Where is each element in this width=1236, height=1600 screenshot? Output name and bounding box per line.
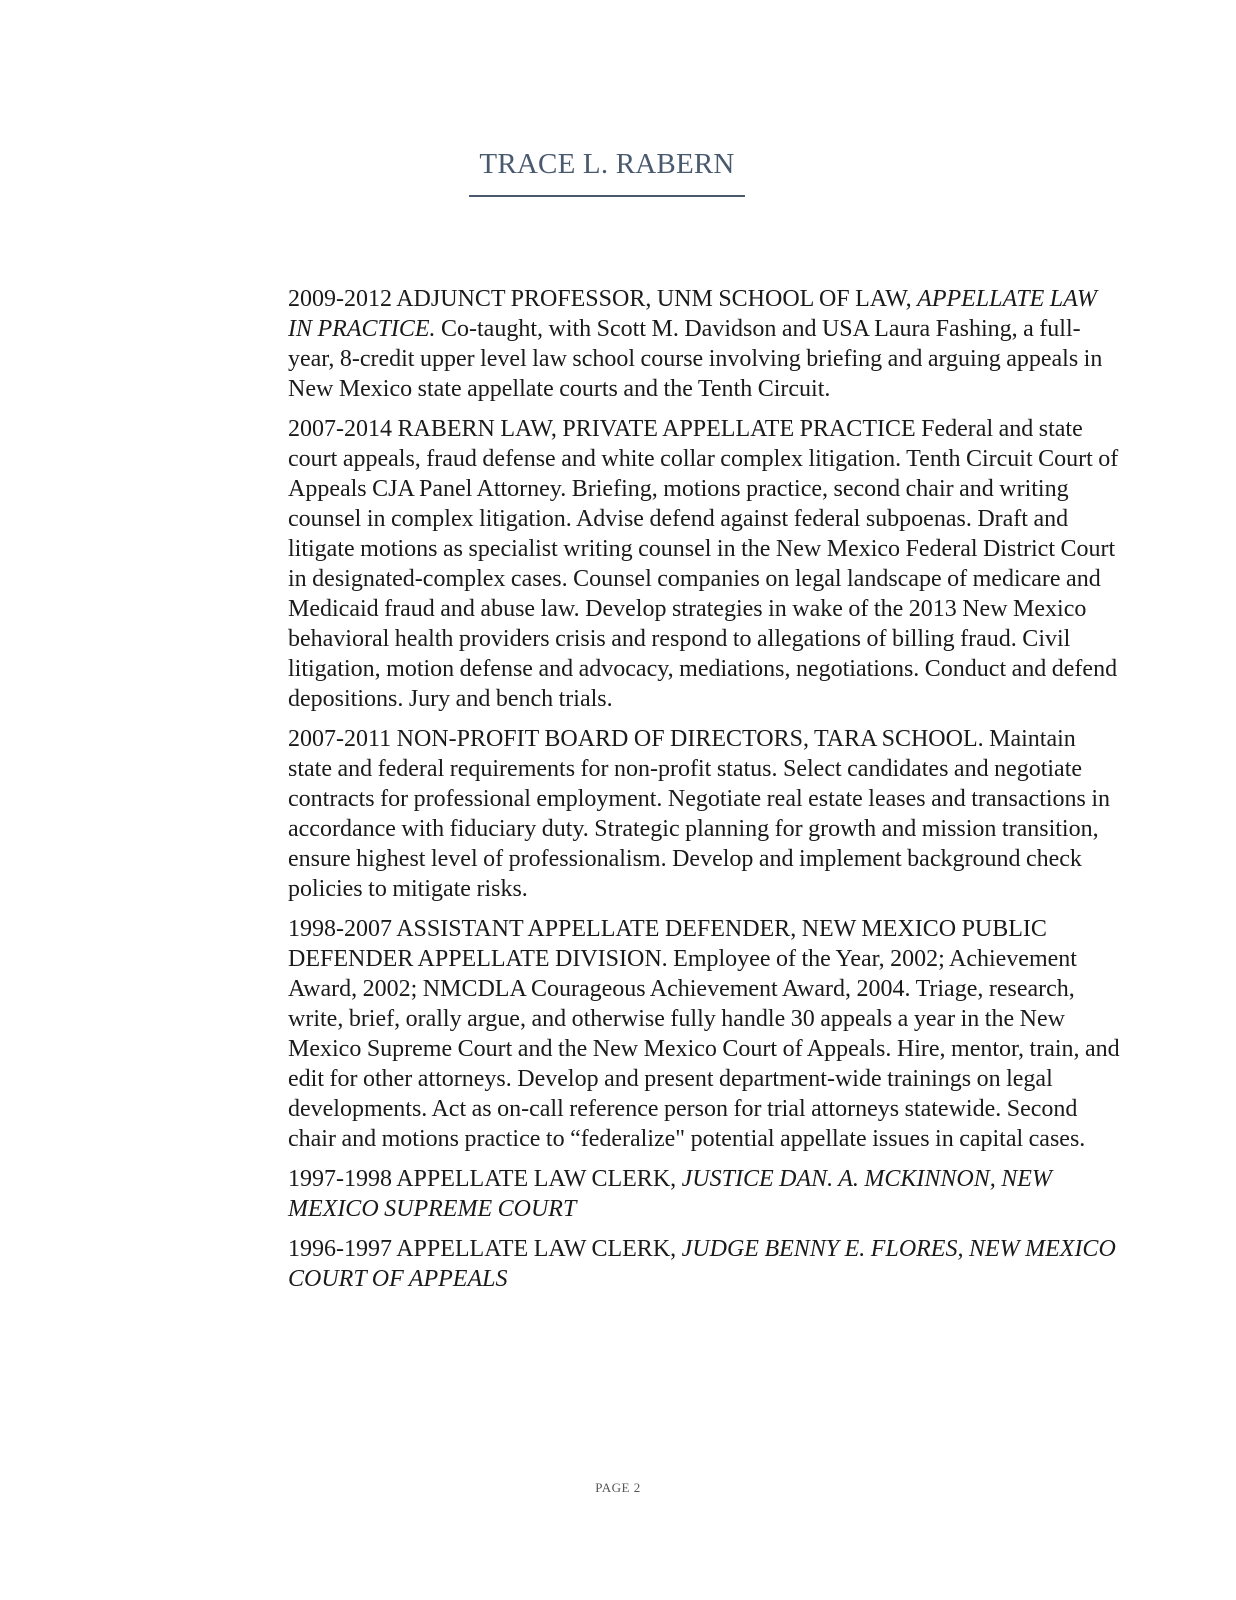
entry-title: APPELLATE LAW CLERK, <box>396 1166 677 1192</box>
experience-entry <box>288 1164 1120 1224</box>
entry-title: RABERN LAW, PRIVATE APPELLATE PRACTICE <box>397 416 916 442</box>
experience-entry <box>288 914 1120 1154</box>
header-divider <box>469 195 745 197</box>
resume-header <box>469 150 745 197</box>
experience-list <box>288 284 1120 1304</box>
entry-description: Co-taught, with Scott M. Davidson and USA Laura Fashing, a full-year, 8-credit upper level law school course involving briefing and arguing appeals in New Mexico state appellate courts and the Tenth Circuit. <box>288 316 1103 402</box>
entry-years: 1996-1997 <box>288 1236 392 1262</box>
entry-years: 1998-2007 <box>288 916 392 942</box>
entry-title: ADJUNCT PROFESSOR, UNM SCHOOL OF LAW, <box>396 286 912 312</box>
entry-years: 1997-1998 <box>288 1166 392 1192</box>
entry-subtitle: JUDGE BENNY E. FLORES, NEW MEXICO COURT OF APPEALS <box>288 1236 1116 1292</box>
page-number: PAGE 2 <box>595 1480 641 1495</box>
experience-entry <box>288 284 1120 404</box>
entry-years: 2007-2011 <box>288 726 392 752</box>
experience-entry <box>288 414 1120 714</box>
author-name: TRACE L. RABERN <box>479 148 735 180</box>
entry-years: 2007-2014 <box>288 416 392 442</box>
entry-title: NON-PROFIT BOARD OF DIRECTORS, TARA SCHOOL. <box>396 726 984 752</box>
entry-description: Maintain state and federal requirements for non-profit status. Select candidates and negotiate contracts for professional employment. Negotiate real estate leases and transactions in accordance with fiduciary duty. Strategic planning for growth and mission transition, ensure highest level of professionalism. Develop and implement background check policies to mitigate risks. <box>288 726 1111 902</box>
entry-description: Employee of the Year, 2002; Achievement Award, 2002; NMCDLA Courageous Achievement Award, 2004. Triage, research, write, brief, orally argue, and otherwise fully handle 30 appeals a year in the New Mexico Supreme Court and the New Mexico Court of Appeals. Hire, mentor, train, and edit for other attorneys. Develop and present department-wide trainings on legal developments. Act as on-call reference person for trial attorneys statewide. Second chair and motions practice to “federalize" potential appellate issues in capital cases. <box>288 946 1120 1152</box>
entry-title: APPELLATE LAW CLERK, <box>396 1236 677 1262</box>
entry-subtitle: APPELLATE LAW IN PRACTICE. <box>288 286 1097 342</box>
experience-entry <box>288 724 1120 904</box>
entry-description: Federal and state court appeals, fraud defense and white collar complex litigation. Tenth Circuit Court of Appeals CJA Panel Attorney. Briefing, motions practice, second chair and writing counsel in complex litigation. Advise defend against federal subpoenas. Draft and litigate motions as specialist writing counsel in the New Mexico Federal District Court in designated-complex cases. Counsel companies on legal landscape of medicare and Medicaid fraud and abuse law. Develop strategies in wake of the 2013 New Mexico behavioral health providers crisis and respond to allegations of billing fraud. Civil litigation, motion defense and advocacy, mediations, negotiations. Conduct and defend depositions. Jury and bench trials. <box>288 416 1119 712</box>
entry-subtitle: JUSTICE DAN. A. MCKINNON, NEW MEXICO SUPREME COURT <box>288 1166 1052 1222</box>
entry-years: 2009-2012 <box>288 286 392 312</box>
experience-entry <box>288 1234 1120 1294</box>
entry-title: ASSISTANT APPELLATE DEFENDER, NEW MEXICO PUBLIC DEFENDER APPELLATE DIVISION. <box>288 916 1047 972</box>
